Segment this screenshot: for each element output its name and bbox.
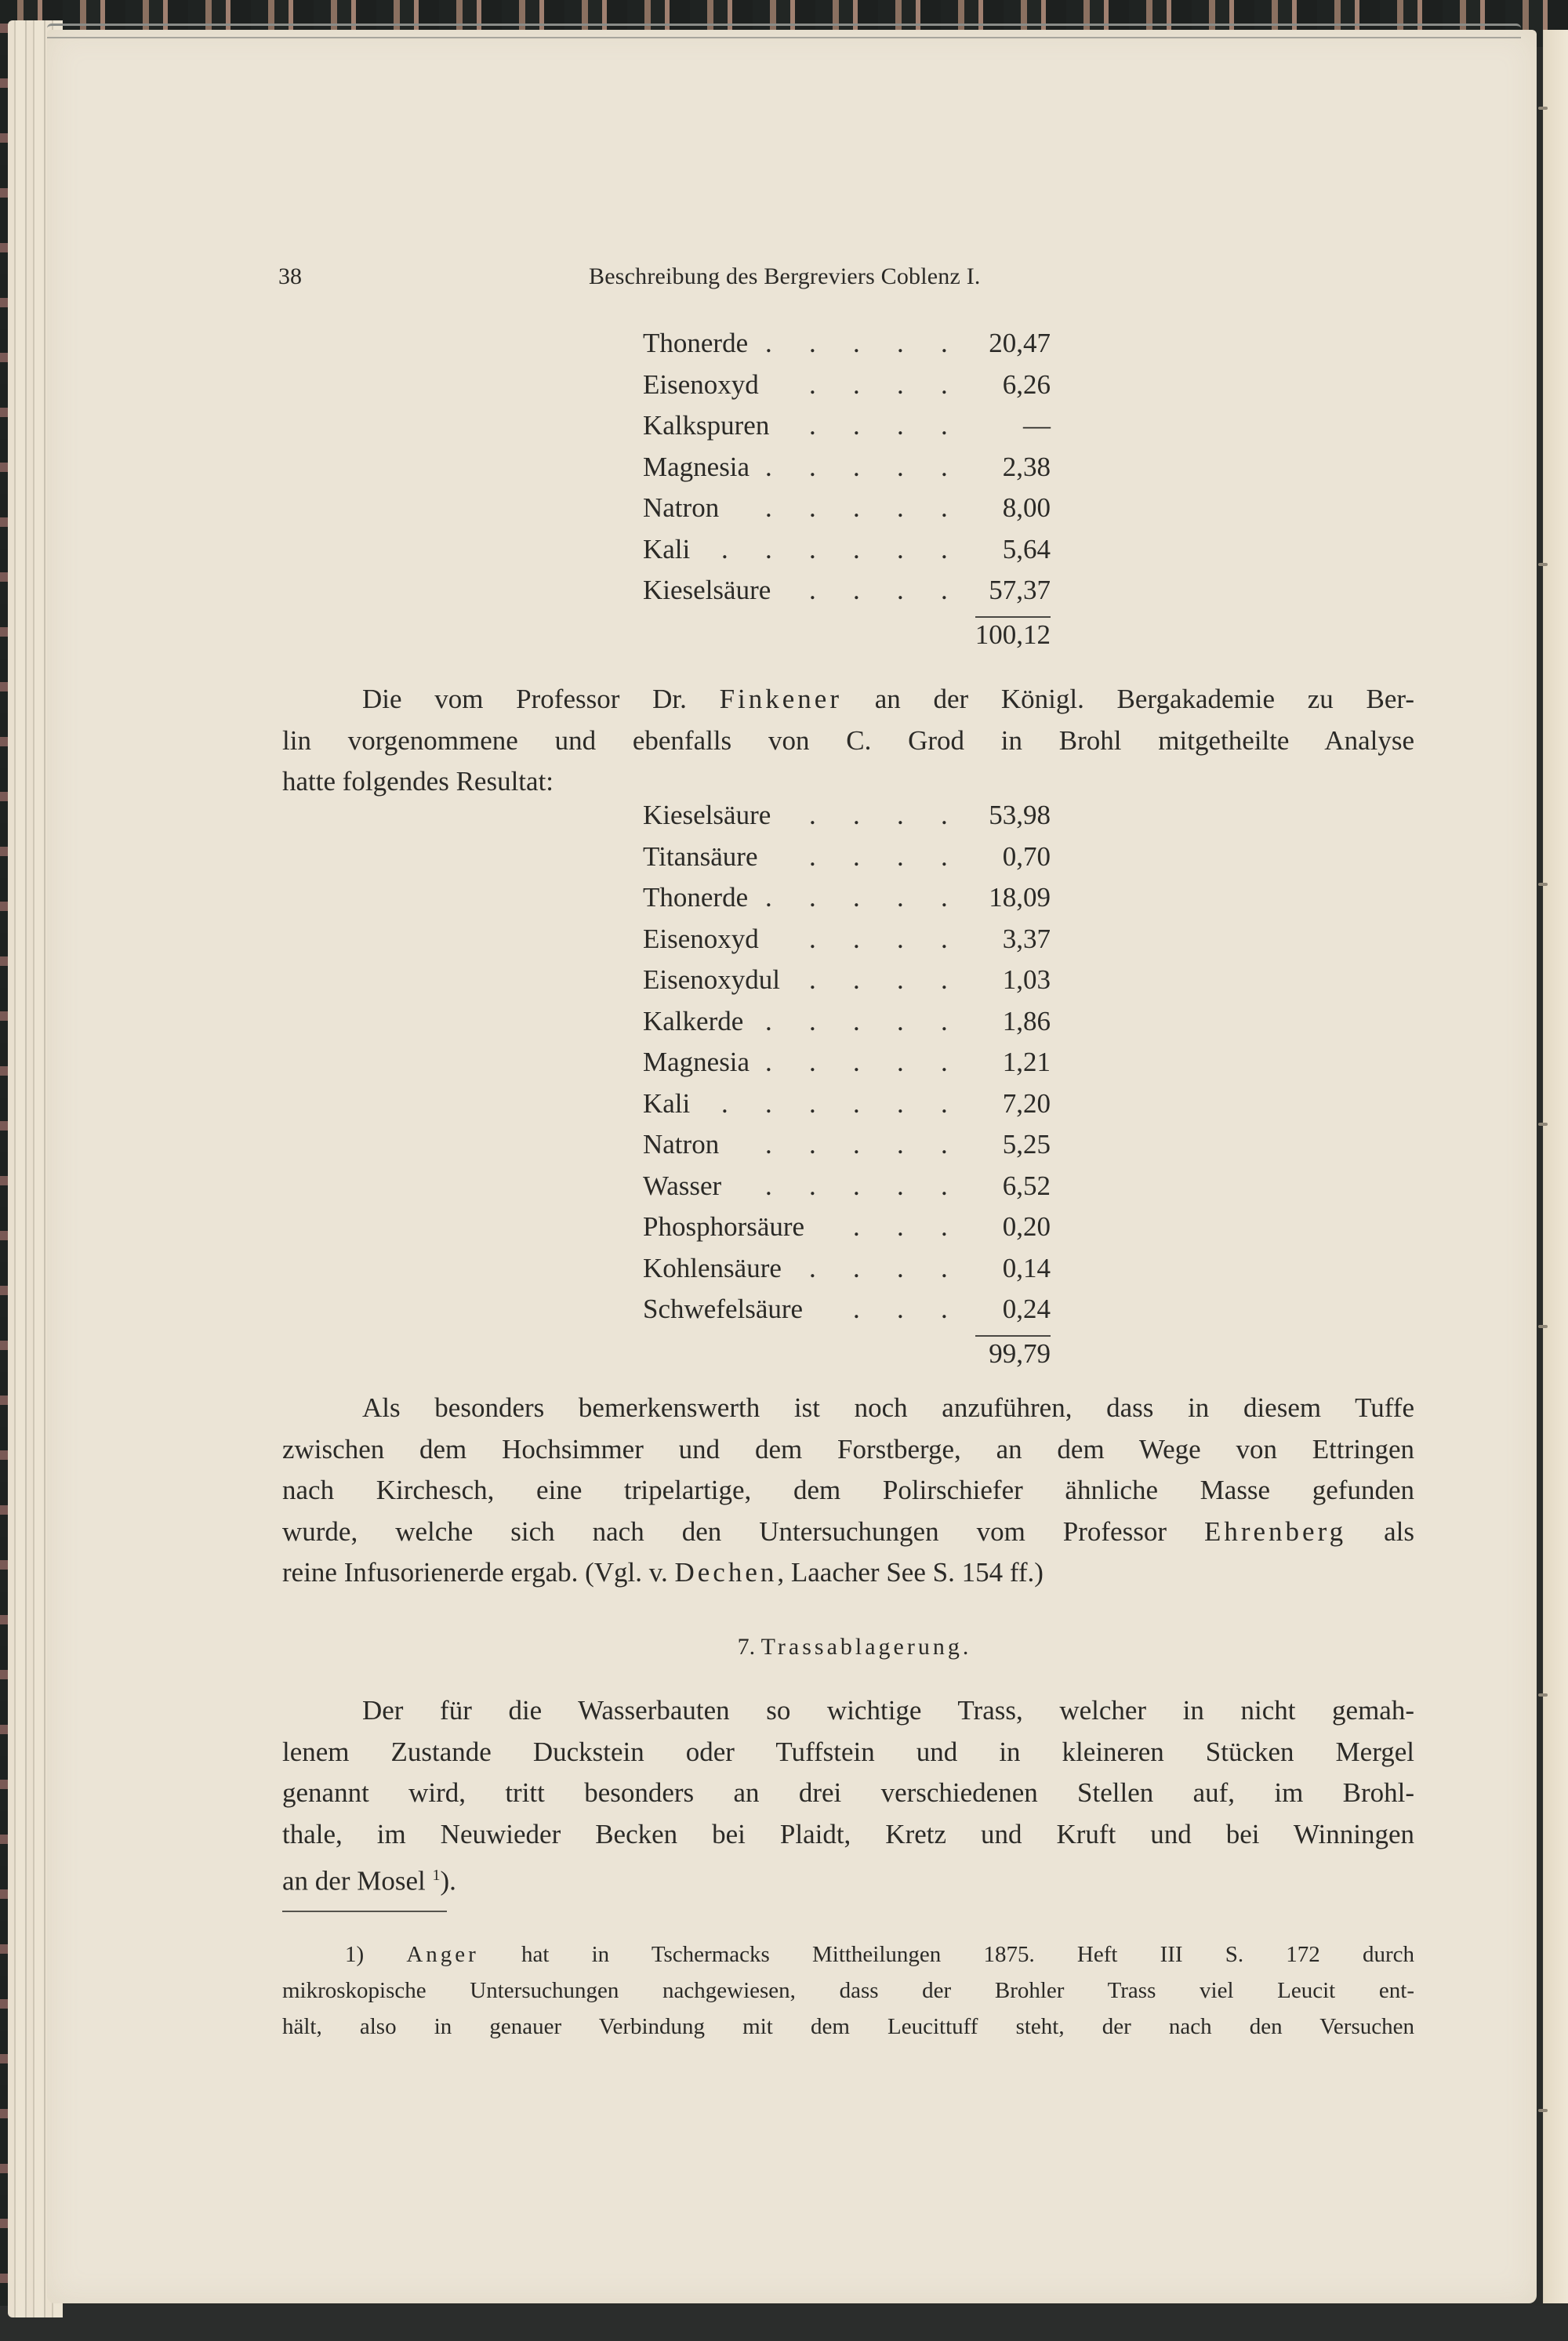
text-line: mikroskopische Untersuchungen nachgewiesen, dass der Brohler Trass viel Leucit ent-	[282, 1978, 1414, 2003]
analysis-row	[643, 1294, 1051, 1335]
component-name: Magnesia	[643, 1047, 750, 1077]
component-name: Kohlensäure	[643, 1252, 782, 1283]
leader-dot: .	[809, 451, 816, 482]
text-line: genannt wird, tritt besonders an drei verschiedenen Stellen auf, im Brohl-	[282, 1777, 1414, 1808]
leader-dot: .	[853, 1294, 860, 1324]
component-name: Kieselsäure	[643, 575, 771, 605]
leader-dot: .	[809, 923, 816, 954]
leader-dot: .	[853, 1170, 860, 1201]
leader-dot: .	[853, 840, 860, 872]
leader-dot: .	[765, 1005, 772, 1036]
book-cover-bottom	[0, 2306, 1568, 2341]
leader-dot: .	[941, 575, 948, 605]
leader-dot: .	[853, 923, 860, 954]
leader-dot: .	[897, 328, 904, 358]
leader-dot: .	[941, 492, 948, 523]
text-line: Die vom Professor Dr. Finkener an der Königl. Bergakademie zu Ber-	[362, 684, 1414, 714]
footnote-marker: 1)	[345, 1942, 365, 1967]
component-name: Kalkerde	[643, 1005, 744, 1036]
leader-dot: .	[897, 840, 904, 872]
paragraph-trass	[282, 1690, 1414, 1902]
component-value: 0,14	[1002, 1252, 1051, 1283]
section-title: Trassablagerung.	[760, 1634, 972, 1660]
leader-dot: .	[809, 1170, 816, 1201]
analysis-row	[643, 1170, 1051, 1212]
binding-stitch	[1538, 1693, 1548, 1697]
analysis-row	[643, 841, 1051, 883]
component-value: 2,38	[1002, 451, 1051, 482]
leader-dot: .	[853, 964, 860, 995]
component-value: 1,86	[1002, 1005, 1051, 1036]
component-value: 5,64	[1002, 533, 1051, 564]
leader-dot: .	[809, 492, 816, 523]
leader-dot: .	[809, 800, 816, 830]
component-name: Kali	[643, 1087, 691, 1119]
analysis-total-row	[643, 619, 1051, 660]
footnote	[282, 1936, 1414, 2045]
analysis-row	[643, 1211, 1051, 1253]
leader-dot: .	[853, 451, 860, 482]
analysis-row	[643, 882, 1051, 924]
text-line: lin vorgenommene und ebenfalls von C. Grod in Brohl mitgetheilte Analyse	[282, 724, 1414, 756]
analysis-row	[643, 492, 1051, 534]
analysis-row	[643, 369, 1051, 411]
leader-dot: .	[897, 1252, 904, 1283]
leader-dot: .	[853, 1252, 860, 1283]
leader-dot: .	[809, 1129, 816, 1160]
text-line: an der Mosel $^1$).	[282, 1865, 456, 1896]
component-name: Schwefelsäure	[643, 1294, 804, 1324]
paragraph-finkener-analysis	[282, 679, 1414, 803]
leader-dot: .	[897, 368, 904, 400]
leader-dot: .	[853, 1211, 860, 1242]
person-name-anger: Anger	[406, 1942, 479, 1967]
leader-dot: .	[809, 1047, 816, 1077]
binding-gutter	[1543, 30, 1568, 2303]
component-value: 53,98	[989, 800, 1051, 830]
leader-dot: .	[941, 1047, 948, 1077]
leader-dot: .	[897, 575, 904, 605]
leader-dot: .	[941, 1129, 948, 1160]
component-value: 20,47	[989, 328, 1051, 358]
leader-dot: .	[809, 882, 816, 913]
component-name: Kali	[643, 533, 691, 564]
page-top-edge	[47, 24, 1521, 38]
text-line: hält, also in genauer Verbindung mit dem Leucittuff steht, der nach den Versuchen	[282, 2014, 1414, 2039]
analysis-table-1	[643, 328, 1051, 660]
leader-dot: .	[897, 1129, 904, 1160]
leader-dot: .	[897, 1170, 904, 1201]
analysis-row	[643, 575, 1051, 616]
leader-dot: .	[765, 451, 772, 482]
component-name: Magnesia	[643, 451, 750, 482]
binding-stitch	[1538, 1123, 1548, 1126]
component-value: 0,70	[1002, 840, 1051, 872]
leader-dot: .	[765, 492, 772, 523]
leader-dot: .	[809, 533, 816, 564]
leader-dot: .	[853, 1087, 860, 1119]
leader-dot: .	[809, 328, 816, 358]
leader-dot: .	[897, 800, 904, 830]
leader-dot: .	[897, 964, 904, 995]
analysis-row	[643, 1253, 1051, 1294]
analysis-total: 100,12	[975, 619, 1051, 650]
analysis-row	[643, 964, 1051, 1006]
leader-dot: .	[897, 1047, 904, 1077]
text-line: Der für die Wasserbauten so wichtige Trass, welcher in nicht gemah-	[362, 1695, 1414, 1726]
person-name-ehrenberg: Ehrenberg	[1203, 1515, 1347, 1547]
component-value: 0,24	[1002, 1294, 1051, 1324]
leader-dot: .	[853, 1005, 860, 1036]
component-value: 5,25	[1002, 1129, 1051, 1160]
leader-dot: .	[853, 533, 860, 564]
leader-dot: .	[809, 575, 816, 605]
leader-dot: .	[853, 800, 860, 830]
leader-dot: .	[765, 882, 772, 913]
component-name: Eisenoxyd	[643, 923, 759, 954]
footnote-divider	[282, 1911, 447, 1912]
analysis-row	[643, 800, 1051, 841]
component-name: Natron	[643, 492, 720, 523]
leader-dot: .	[765, 1047, 772, 1077]
leader-dot: .	[897, 923, 904, 954]
analysis-total: 99,79	[989, 1337, 1051, 1369]
text-line: thale, im Neuwieder Becken bei Plaidt, Kretz und Kruft und bei Winningen	[282, 1818, 1414, 1849]
leader-dot: .	[941, 1252, 948, 1283]
leader-dot: .	[765, 533, 772, 564]
leader-dot: .	[809, 1087, 816, 1119]
component-value: 57,37	[989, 575, 1051, 605]
person-name-dechen: Dechen	[674, 1557, 778, 1588]
analysis-row	[643, 1006, 1051, 1047]
leader-dot: .	[941, 840, 948, 872]
text-line: nach Kirchesch, eine tripelartige, dem Polirschiefer ähnliche Masse gefunden	[282, 1475, 1414, 1505]
leader-dot: .	[941, 882, 948, 913]
analysis-row	[643, 534, 1051, 575]
binding-stitch	[1538, 1325, 1548, 1328]
binding-stitch	[1538, 883, 1548, 886]
leader-dot: .	[941, 451, 948, 482]
component-name: Phosphorsäure	[643, 1211, 805, 1242]
component-name: Natron	[643, 1129, 720, 1160]
leader-dot: .	[809, 410, 816, 441]
leader-dot: .	[941, 410, 948, 441]
text-line: Als besonders bemerkenswerth ist noch anzuführen, dass in diesem Tuffe	[362, 1392, 1414, 1423]
leader-dot: .	[897, 492, 904, 523]
paragraph-infusorienerde	[282, 1388, 1414, 1594]
person-name-finkener: Finkener	[719, 684, 842, 714]
text-line: wurde, welche sich nach den Untersuchungen vom Professor Ehrenberg als	[282, 1515, 1414, 1547]
component-value: 1,03	[1002, 964, 1051, 995]
running-head	[278, 263, 1117, 295]
component-name: Titansäure	[643, 840, 758, 872]
leader-dot: .	[809, 964, 816, 995]
footnote-reference[interactable]: 1	[432, 1867, 441, 1884]
text-line: zwischen dem Hochsimmer und dem Forstberge, an dem Wege von Ettringen	[282, 1433, 1414, 1464]
leader-dot: .	[853, 882, 860, 913]
text-line: reine Infusorienerde ergab. (Vgl. v. Dechen, Laacher See S. 154 ff.)	[282, 1557, 1044, 1588]
leader-dot: .	[941, 923, 948, 954]
analysis-row	[643, 328, 1051, 369]
component-name: Eisenoxydul	[643, 964, 780, 995]
component-name: Wasser	[643, 1170, 722, 1201]
leader-dot: .	[897, 410, 904, 441]
leader-dot: .	[721, 533, 728, 564]
leader-dot: .	[897, 1294, 904, 1324]
analysis-row	[643, 1129, 1051, 1170]
leader-dot: .	[809, 1252, 816, 1283]
leader-dot: .	[897, 1087, 904, 1119]
leader-dot: .	[897, 882, 904, 913]
leader-dot: .	[809, 840, 816, 872]
component-name: Thonerde	[643, 882, 749, 913]
leader-dot: .	[941, 1170, 948, 1201]
component-name: Kalkspuren	[643, 410, 770, 441]
leader-dot: .	[941, 368, 948, 400]
leader-dot: .	[941, 533, 948, 564]
component-value: 3,37	[1002, 923, 1051, 954]
analysis-row	[643, 924, 1051, 965]
component-value: 1,21	[1002, 1047, 1051, 1077]
leader-dot: .	[853, 368, 860, 400]
leader-dot: .	[809, 1005, 816, 1036]
component-value: 6,26	[1002, 368, 1051, 400]
leader-dot: .	[897, 1211, 904, 1242]
leader-dot: .	[897, 1005, 904, 1036]
running-title: Beschreibung des Bergreviers Coblenz I.	[589, 263, 981, 289]
leader-dot: .	[941, 800, 948, 830]
analysis-table-2	[643, 800, 1051, 1379]
leader-dot: .	[721, 1087, 728, 1119]
leader-dot: .	[897, 533, 904, 564]
leader-dot: .	[853, 410, 860, 441]
analysis-total-row	[643, 1338, 1051, 1379]
leader-dot: .	[853, 328, 860, 358]
component-value: 18,09	[989, 882, 1051, 913]
binding-stitch	[1538, 563, 1548, 566]
leader-dot: .	[853, 575, 860, 605]
component-value: 8,00	[1002, 492, 1051, 523]
component-value: 6,52	[1002, 1170, 1051, 1201]
binding-stitch	[1538, 2109, 1548, 2112]
text-line: 1) Anger hat in Tschermacks Mittheilungen 1875. Heft III S. 172 durch	[345, 1942, 1415, 1967]
analysis-row	[643, 1088, 1051, 1130]
component-value: 7,20	[1002, 1087, 1051, 1119]
leader-dot: .	[809, 368, 816, 400]
component-value: 0,20	[1002, 1211, 1051, 1242]
section-heading	[0, 1634, 1568, 1660]
leader-dot: .	[941, 1211, 948, 1242]
analysis-row	[643, 1047, 1051, 1088]
leader-dot: .	[853, 1047, 860, 1077]
leader-dot: .	[941, 1087, 948, 1119]
leader-dot: .	[765, 328, 772, 358]
text-line: lenem Zustande Duckstein oder Tuffstein und in kleineren Stücken Mergel	[282, 1736, 1414, 1767]
binding-stitch	[1538, 107, 1548, 110]
component-value: —	[1023, 410, 1051, 441]
text-line: hatte folgendes Resultat:	[282, 766, 554, 797]
component-name: Kieselsäure	[643, 800, 771, 830]
component-name: Eisenoxyd	[643, 368, 759, 400]
page-number: 38	[278, 263, 302, 289]
leader-dot: .	[941, 1294, 948, 1324]
analysis-row	[643, 452, 1051, 493]
leader-dot: .	[941, 1005, 948, 1036]
leader-dot: .	[765, 1129, 772, 1160]
leader-dot: .	[765, 1170, 772, 1201]
component-name: Thonerde	[643, 328, 749, 358]
leader-dot: .	[853, 492, 860, 523]
section-number: 7.	[737, 1634, 756, 1660]
leader-dot: .	[897, 451, 904, 482]
leader-dot: .	[941, 328, 948, 358]
analysis-row	[643, 410, 1051, 452]
leader-dot: .	[941, 964, 948, 995]
leader-dot: .	[765, 1087, 772, 1119]
leader-dot: .	[853, 1129, 860, 1160]
